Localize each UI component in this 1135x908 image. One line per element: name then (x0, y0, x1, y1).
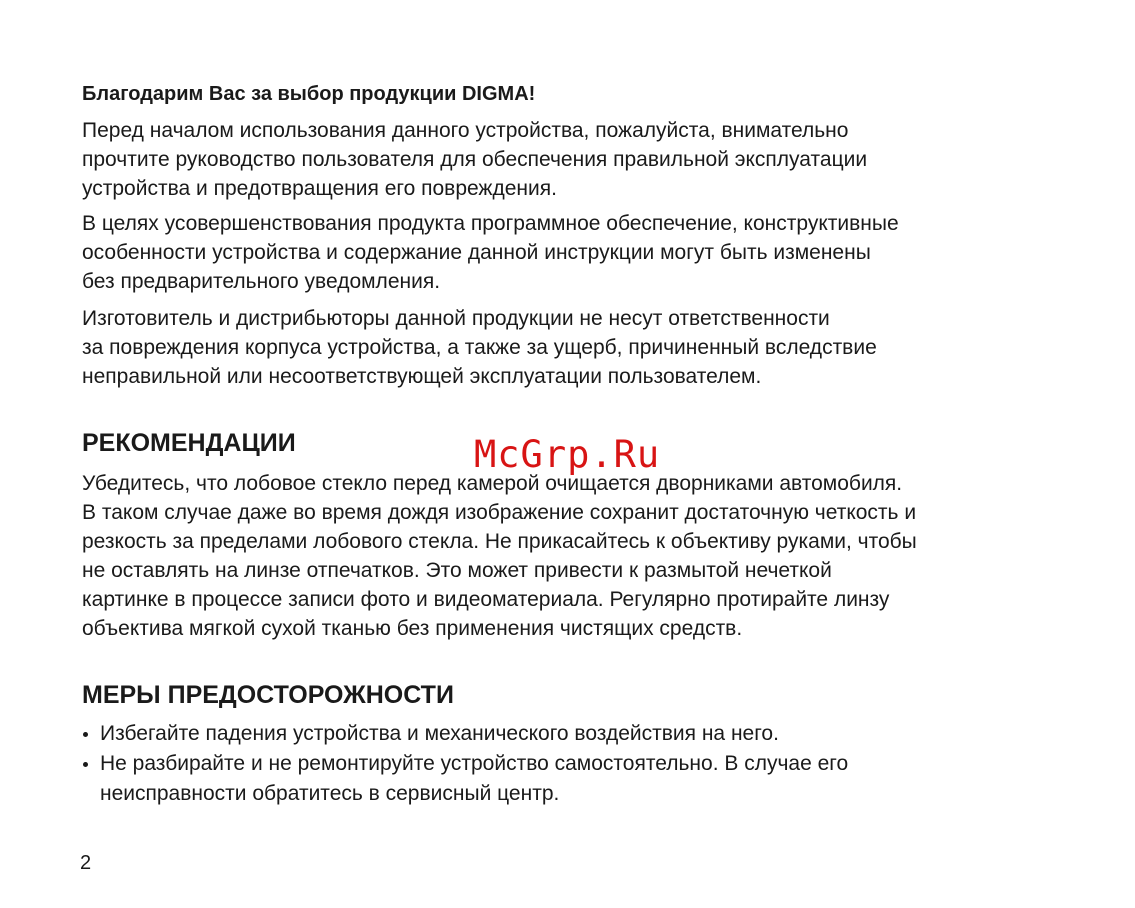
intro-paragraph-1 (82, 116, 867, 203)
list-item (82, 719, 848, 749)
precautions-list (82, 719, 848, 809)
page-number: 2 (80, 852, 92, 874)
text-line: неисправности обратитесь в сервисный центр. (100, 782, 560, 805)
bullet-dot-icon (83, 762, 88, 767)
watermark: McGrp.Ru (474, 433, 661, 476)
text-line: прочтите руководство пользователя для обеспечения правильной эксплуатации (82, 148, 868, 171)
text-line: устройства и предотвращения его повреждения. (82, 177, 557, 200)
text-line: Убедитесь, что лобовое стекло перед камерой очищается дворниками автомобиля. (82, 472, 903, 495)
text-line: резкость за пределами лобового стекла. Не прикасайтесь к объективу руками, чтобы (82, 530, 917, 553)
text-line: без предварительного уведомления. (82, 270, 441, 293)
text-line: не оставлять на линзе отпечатков. Это может привести к размытой нечеткой (82, 559, 832, 582)
text-line: особенности устройства и содержание данной инструкции могут быть изменены (82, 241, 871, 264)
text-line: объектива мягкой сухой тканью без применения чистящих средств. (82, 617, 743, 640)
text-line: за повреждения корпуса устройства, а также за ущерб, причиненный вследствие (82, 336, 877, 359)
text-line: Избегайте падения устройства и механического воздействия на него. (100, 722, 779, 745)
intro-paragraph-3 (82, 304, 877, 391)
recommendations-paragraph (82, 469, 917, 643)
intro-paragraph-2 (82, 209, 899, 296)
text-line: В таком случае даже во время дождя изображение сохранит достаточную четкость и (82, 501, 917, 524)
text-line: В целях усовершенствования продукта программное обеспечение, конструктивные (82, 212, 899, 235)
list-item (82, 749, 848, 809)
text-line: картинке в процессе записи фото и видеоматериала. Регулярно протирайте линзу (82, 588, 890, 611)
text-line: неправильной или несоответствующей эксплуатации пользователем. (82, 365, 762, 388)
text-line: Изготовитель и дистрибьюторы данной продукции не несут ответственности (82, 307, 830, 330)
bullet-dot-icon (83, 732, 88, 737)
text-line: Не разбирайте и не ремонтируйте устройство самостоятельно. В случае его (100, 752, 849, 775)
recommendations-heading: РЕКОМЕНДАЦИИ (82, 429, 296, 457)
intro-title: Благодарим Вас за выбор продукции DIGMA! (82, 83, 536, 105)
precautions-heading: МЕРЫ ПРЕДОСТОРОЖНОСТИ (82, 681, 454, 709)
text-line: Перед началом использования данного устройства, пожалуйста, внимательно (82, 119, 849, 142)
